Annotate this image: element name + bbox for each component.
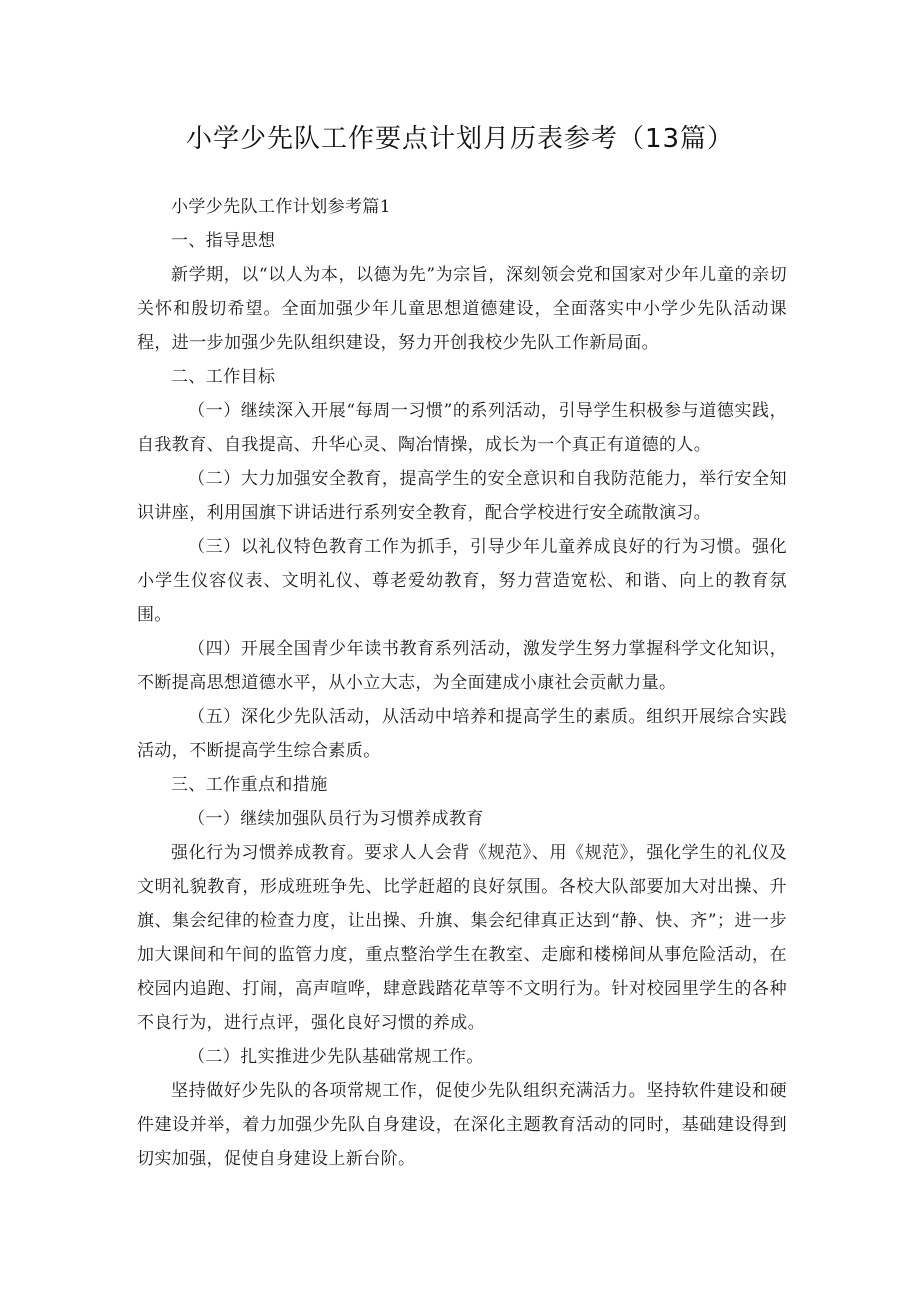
page-title: 小学少先队工作要点计划月历表参考（13篇） — [185, 124, 735, 154]
paragraph: （三）以礼仪特色教育工作为抓手，引导少年儿童养成良好的行为习惯。强化小学生仪容仪表、文明礼仪、尊老爱幼教育，努力营造宽松、和谐、向上的教育氛围。 — [137, 537, 787, 625]
heading-key-measures: 三、工作重点和措施 — [171, 775, 328, 795]
paragraph: 强化行为习惯养成教育。要求人人会背《规范》、用《规范》，强化学生的礼仪及文明礼貌教育，形成班班争先、比学赶超的良好氛围。各校大队部要加大对出操、升旗、集会纪律的检查力度，让出操、升旗、集会纪律真正达到“静、快、齐”；进一步加大课间和午间的监管力度，重点整治学生在教室、走廊和楼梯间从事危险活动，在校园内追跑、打闹，高声喧哗，肆意践踏花草等不文明行为。针对校园里学生的各种不良行为，进行点评，强化良好习惯的养成。 — [137, 843, 787, 1033]
subheading: （一）继续加强队员行为习惯养成教育 — [188, 809, 484, 829]
paragraph: 坚持做好少先队的各项常规工作，促使少先队组织充满活力。坚持软件建设和硬件建设并举，着力加强少先队自身建设，在深化主题教育活动的同时，基础建设得到切实加强，促使自身建设上新台阶。 — [137, 1081, 787, 1169]
paragraph: （四）开展全国青少年读书教育系列活动，激发学生努力掌握科学文化知识，不断提高思想道德水平，从小立大志，为全面建成小康社会贡献力量。 — [137, 639, 787, 693]
paragraph: （二）大力加强安全教育，提高学生的安全意识和自我防范能力，举行安全知识讲座，利用国旗下讲话进行系列安全教育，配合学校进行安全疏散演习。 — [137, 469, 787, 523]
paragraph: （五）深化少先队活动，从活动中培养和提高学生的素质。组织开展综合实践活动，不断提高学生综合素质。 — [137, 707, 787, 761]
heading-work-goals: 二、工作目标 — [171, 367, 276, 387]
document-body — [137, 190, 787, 1176]
heading-guiding-thought: 一、指导思想 — [171, 231, 276, 251]
paragraph: （一）继续深入开展“每周一习惯”的系列活动，引导学生积极参与道德实践，自我教育、自我提高、升华心灵、陶冶情操，成长为一个真正有道德的人。 — [137, 401, 787, 455]
section-subtitle: 小学少先队工作计划参考篇1 — [171, 197, 392, 217]
paragraph: 新学期，以“以人为本，以德为先”为宗旨，深刻领会党和国家对少年儿童的亲切关怀和殷切希望。全面加强少年儿童思想道德建设，全面落实中小学少先队活动课程，进一步加强少先队组织建设，努力开创我校少先队工作新局面。 — [137, 265, 787, 353]
subheading: （二）扎实推进少先队基础常规工作。 — [188, 1047, 484, 1067]
